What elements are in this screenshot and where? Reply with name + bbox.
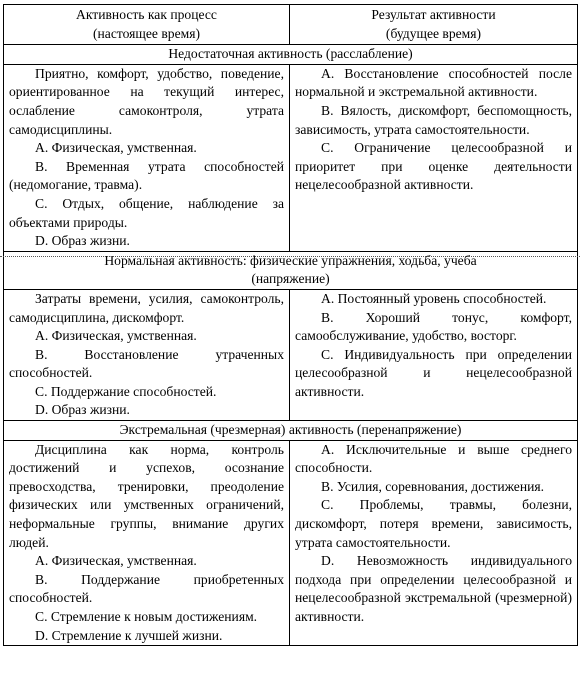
header-result-line1: Результат активности (371, 7, 496, 22)
paragraph: А. Физическая, умственная. (35, 553, 197, 569)
content-row-extreme (4, 440, 578, 646)
paragraph: Приятно, комфорт, удобство, поведение, ориентированное на текущий интерес, ослабление самоконтроля, утрата самодисциплины. (9, 65, 284, 137)
paragraph: В. Восстановление утраченных способностей. (9, 346, 284, 381)
paragraph: D. Образ жизни. (35, 402, 130, 418)
paragraph: В. Усилия, соревнования, достижения. (321, 478, 545, 494)
paragraph: С. Проблемы, травмы, болезни, дискомфорт, потеря времени, зависимость, утрата самостоятельности. (295, 497, 572, 550)
section-title-insufficient: Недостаточная активность (расслабление) (4, 45, 578, 65)
paragraph: С. Поддержание способностей. (35, 383, 217, 399)
paragraph: С. Стремление к новым достижениям. (35, 609, 258, 624)
section-title-extreme: Экстремальная (чрезмерная) активность (перенапряжение) (4, 421, 578, 441)
header-result-line2: (будущее время) (385, 25, 482, 41)
paragraph: D. Невозможность индивидуального подхода при определении целесообразной и нецелесообразной экстремальной (чрезмерной) активности. (295, 553, 572, 624)
paragraph: С. Индивидуальность при определении целесообразной и нецелесообразной активности. (295, 346, 572, 399)
activity-table (3, 4, 578, 646)
paragraph: Затраты времени, усилия, самоконтроль, самодисциплина, дискомфорт. (9, 290, 284, 325)
section-row-extreme (4, 421, 578, 441)
header-result (290, 5, 578, 45)
paragraph: А. Физическая, умственная. (35, 328, 197, 344)
content-row-normal (4, 289, 578, 420)
paragraph: В. Временная утрата способностей (недомогание, травма). (9, 158, 284, 193)
paragraph: А. Исключительные и выше среднего способности. (295, 441, 572, 476)
section-row-insufficient (4, 45, 578, 65)
header-process-line2: (настоящее время) (93, 25, 200, 41)
paragraph: D. Образ жизни. (35, 233, 130, 249)
cell-process-insufficient (4, 64, 290, 251)
section-title-normal-line1: Нормальная активность: физические упражнения, ходьба, учеба (104, 252, 477, 268)
header-process (4, 5, 290, 45)
paragraph: С. Отдых, общение, наблюдение за объектами природы. (9, 195, 284, 230)
paragraph: В. Поддержание приобретенных способностей. (9, 571, 284, 606)
cell-process-extreme (4, 440, 290, 646)
header-row (4, 5, 578, 45)
content-row-insufficient (4, 64, 578, 251)
paragraph: А. Восстановление способностей после нормальной и экстремальной активности. (295, 65, 572, 100)
paragraph: С. Ограничение целесообразной и приоритет при оценке деятельности нецелесообразной активности. (295, 140, 572, 193)
cell-result-insufficient (290, 64, 578, 251)
paragraph: В. Хороший тонус, комфорт, самообслуживание, удобство, восторг. (295, 309, 572, 344)
paragraph: А. Физическая, умственная. (35, 140, 197, 156)
paragraph: А. Постоянный уровень способностей. (321, 290, 547, 306)
paragraph: Дисциплина как норма, контроль достижений и успехов, осознание превосходства, тренировки, преодоление физических или умственных ограничений, неформальные группы, внимание других людей. (9, 441, 284, 550)
cell-result-extreme (290, 440, 578, 646)
page-break-line (0, 256, 580, 257)
cell-result-normal (290, 289, 578, 420)
paragraph: В. Вялость, дискомфорт, беспомощность, зависимость, утрата самостоятельности. (295, 102, 572, 137)
paragraph: D. Стремление к лучшей жизни. (35, 627, 223, 643)
section-title-normal-line2: (напряжение) (251, 271, 330, 287)
header-process-line1: Активность как процесс (76, 7, 217, 22)
cell-process-normal (4, 289, 290, 420)
